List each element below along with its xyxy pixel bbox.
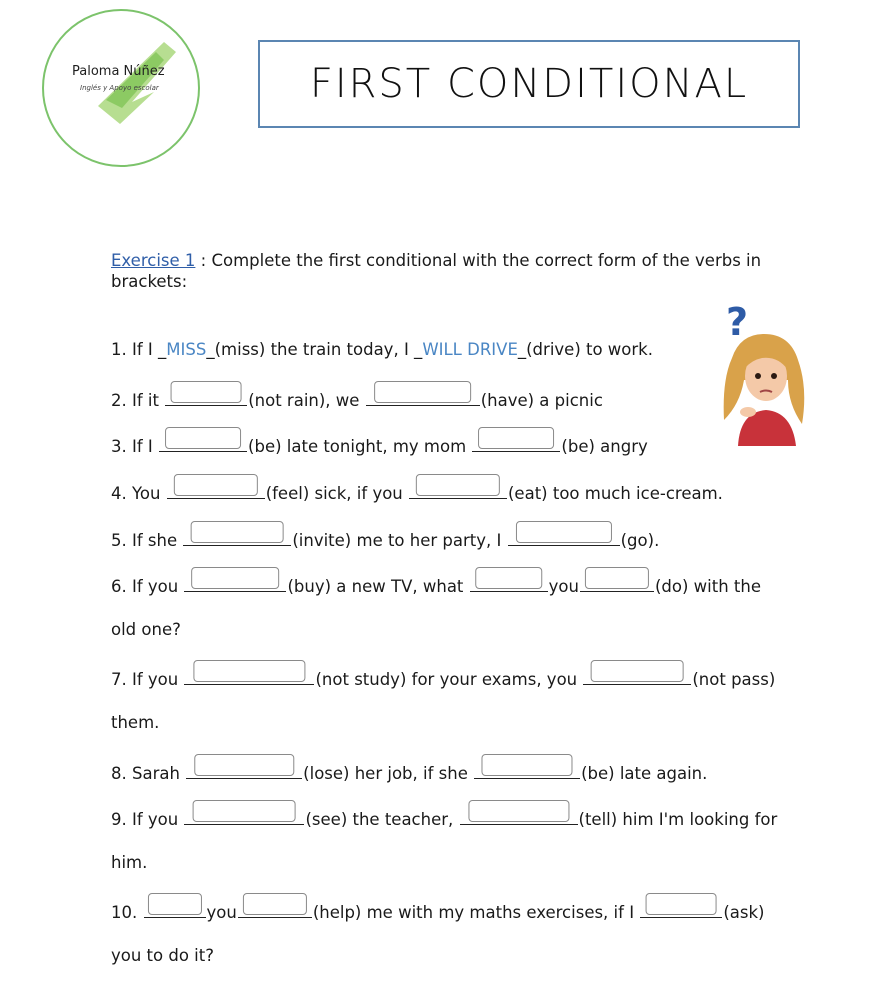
instruction-text: : Complete the first conditional with the correct form of the verbs in brackets: — [111, 251, 762, 291]
question-6: 6. If you (buy) a new TV, what you (do) with the — [111, 573, 761, 596]
answer-blank[interactable] — [184, 573, 286, 592]
answer-blank[interactable] — [580, 573, 654, 592]
question-3: 3. If I (be) late tonight, my mom (be) angry — [111, 433, 648, 456]
answer-blank[interactable] — [167, 480, 265, 499]
answer-blank[interactable] — [183, 527, 291, 546]
question-1: 1. If I _MISS_(miss) the train today, I _WILL DRIVE_(drive) to work. — [111, 340, 653, 359]
answer-blank[interactable] — [366, 387, 480, 406]
exercise-instruction — [111, 250, 801, 292]
answer-blank[interactable] — [583, 666, 691, 685]
answer-blank[interactable] — [640, 899, 722, 918]
exercise-link[interactable]: Exercise 1 — [111, 251, 196, 270]
question-5: 5. If she (invite) me to her party, I (go). — [111, 527, 659, 550]
question-2: 2. If it (not rain), we (have) a picnic — [111, 387, 603, 410]
title-box — [258, 40, 800, 128]
answer-blank[interactable] — [186, 760, 302, 779]
question-7-cont: them. — [111, 713, 160, 732]
answer-blank[interactable] — [409, 480, 507, 499]
answer-blank[interactable] — [144, 899, 206, 918]
question-mark: ? — [726, 300, 749, 344]
question-4: 4. You (feel) sick, if you (eat) too much ice-cream. — [111, 480, 723, 503]
answer-blank[interactable] — [472, 433, 560, 452]
logo-name: Paloma Núñez — [72, 64, 165, 79]
answer-blank[interactable] — [184, 666, 314, 685]
question-9-cont: him. — [111, 853, 148, 872]
answer-blank[interactable] — [238, 899, 312, 918]
answer-blank[interactable] — [165, 387, 247, 406]
question-8: 8. Sarah (lose) her job, if she (be) late again. — [111, 760, 707, 783]
answer-1a: MISS — [166, 340, 207, 359]
question-9: 9. If you (see) the teacher, (tell) him I'm looking for — [111, 806, 777, 829]
question-7: 7. If you (not study) for your exams, you (not pass) — [111, 666, 775, 689]
answer-blank[interactable] — [460, 806, 578, 825]
page-title: FIRST CONDITIONAL — [309, 61, 749, 107]
answer-blank[interactable] — [159, 433, 247, 452]
question-10-cont: you to do it? — [111, 946, 214, 965]
question-10: 10. you (help) me with my maths exercises, if I (ask) — [111, 899, 764, 922]
answer-blank[interactable] — [184, 806, 304, 825]
question-6-cont: old one? — [111, 620, 181, 639]
answer-blank[interactable] — [508, 527, 620, 546]
answer-blank[interactable] — [470, 573, 548, 592]
logo-subtitle: Inglés y Apoyo escolar — [80, 84, 159, 92]
answer-1b: WILL DRIVE — [422, 340, 518, 359]
answer-blank[interactable] — [474, 760, 580, 779]
